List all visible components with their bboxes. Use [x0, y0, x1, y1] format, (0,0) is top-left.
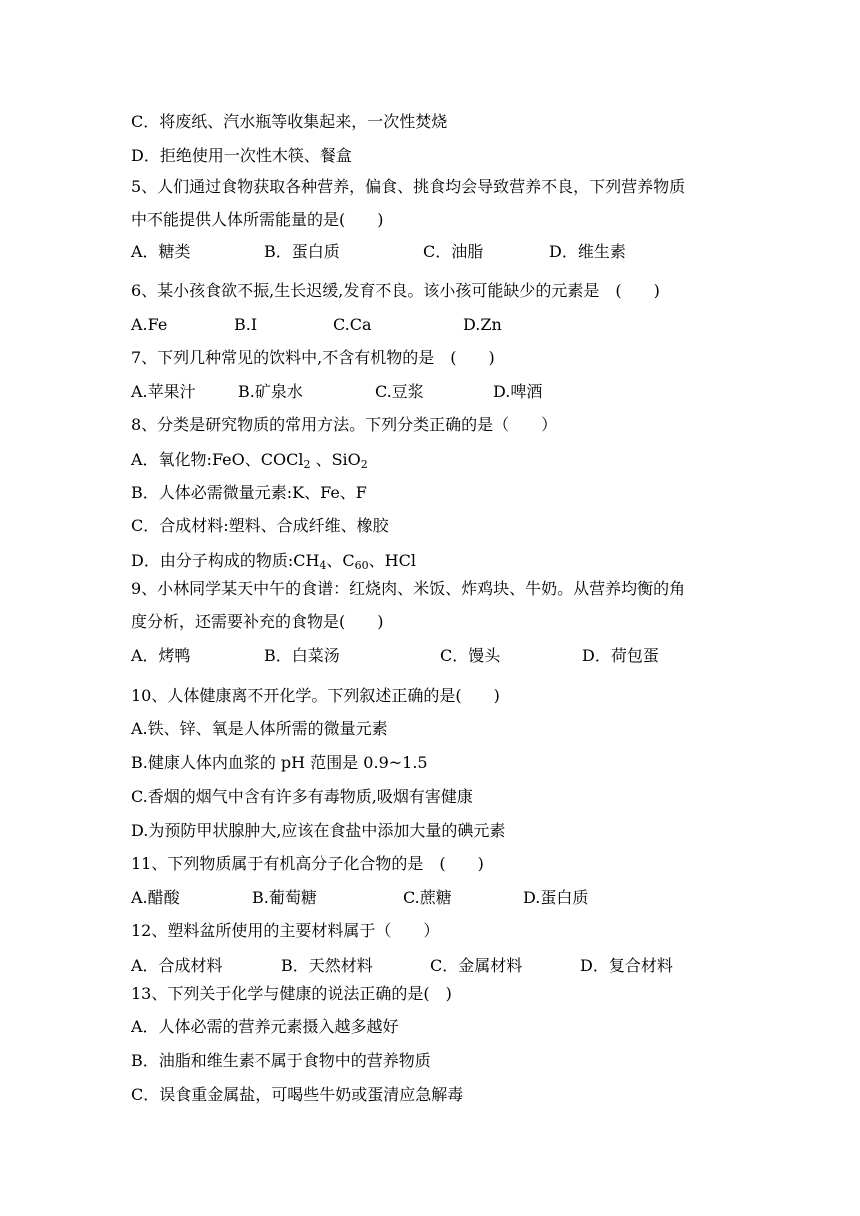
question-5-line-2: 中不能提供人体所需能量的是( )	[131, 210, 384, 229]
q12-option-b: B．天然材料	[281, 956, 373, 975]
q7-option-d: D.啤酒	[493, 382, 543, 401]
q13-option-a: A．人体必需的营养元素摄入越多越好	[131, 1017, 399, 1036]
q9-option-c: C．馒头	[440, 646, 501, 665]
q6-option-d: D.Zn	[463, 315, 502, 334]
q12-option-a: A．合成材料	[131, 956, 223, 975]
q5-option-c: C．油脂	[423, 242, 484, 261]
q8-d-text-3: 、HCl	[368, 551, 416, 570]
option-d-refuse: D．拒绝使用一次性木筷、餐盒	[131, 146, 352, 165]
q9-option-b: B．白菜汤	[264, 646, 340, 665]
q13-option-b: B．油脂和维生素不属于食物中的营养物质	[131, 1051, 431, 1070]
q5-option-a: A．糖类	[131, 242, 191, 261]
q8-option-c: C．合成材料:塑料、合成纤维、橡胶	[131, 516, 389, 535]
q8-d-subscript-2: 60	[354, 559, 369, 572]
q8-d-text-2: 、C	[326, 551, 355, 570]
q7-option-a: A.苹果汁	[131, 382, 196, 401]
q7-option-b: B.矿泉水	[238, 382, 303, 401]
q10-option-b: B.健康人体内血浆的 pH 范围是 0.9~1.5	[131, 753, 428, 772]
q13-option-c: C．误食重金属盐，可喝些牛奶或蛋清应急解毒	[131, 1085, 464, 1104]
q6-option-a: A.Fe	[131, 315, 168, 334]
q8-option-b: B．人体必需微量元素:K、Fe、F	[131, 483, 367, 502]
q9-option-d: D．荷包蛋	[582, 646, 659, 665]
q10-option-c: C.香烟的烟气中含有许多有毒物质,吸烟有害健康	[131, 787, 473, 806]
question-6: 6、某小孩食欲不振,生长迟缓,发育不良。该小孩可能缺少的元素是 ( )	[131, 281, 660, 300]
q10-option-a: A.铁、锌、氧是人体所需的微量元素	[131, 719, 388, 738]
q9-option-a: A．烤鸭	[131, 646, 191, 665]
question-12: 12、塑料盆所使用的主要材料属于（ ）	[131, 921, 440, 940]
q11-option-a: A.醋酸	[131, 888, 180, 907]
q12-option-c: C．金属材料	[430, 956, 523, 975]
question-9-line-2: 度分析，还需要补充的食物是( )	[131, 612, 384, 631]
q6-option-b: B.I	[234, 315, 258, 334]
q11-option-c: C.蔗糖	[403, 888, 452, 907]
q8-option-a	[131, 449, 368, 471]
q11-option-b: B.葡萄糖	[252, 888, 317, 907]
option-c-burn: C．将废纸、汽水瓶等收集起来，一次性焚烧	[131, 112, 448, 131]
question-13: 13、下列关于化学与健康的说法正确的是( )	[131, 984, 452, 1003]
question-5-line-1: 5、人们通过食物获取各种营养，偏食、挑食均会导致营养不良，下列营养物质	[131, 177, 686, 196]
q5-option-d: D．维生素	[549, 242, 626, 261]
question-9-line-1: 9、小林同学某天中午的食谱：红烧肉、米饭、炸鸡块、牛奶。从营养均衡的角	[131, 579, 686, 598]
q8-d-text: D．由分子构成的物质:CH	[131, 551, 320, 570]
question-11: 11、下列物质属于有机高分子化合物的是 ( )	[131, 854, 484, 873]
q6-option-c: C.Ca	[333, 315, 372, 334]
q10-option-d: D.为预防甲状腺肿大,应该在食盐中添加大量的碘元素	[131, 821, 506, 840]
q8-a-text: A．氧化物:FeO、COCl	[131, 450, 304, 469]
q7-option-c: C.豆浆	[375, 382, 424, 401]
question-8: 8、分类是研究物质的常用方法。下列分类正确的是（ ）	[131, 415, 558, 434]
q11-option-d: D.蛋白质	[523, 888, 589, 907]
q8-d-subscript-1: 4	[319, 559, 327, 572]
q8-a-text-2: 、SiO	[310, 450, 361, 469]
q8-a-subscript-2: 2	[360, 458, 368, 471]
q8-a-subscript-1: 2	[303, 458, 311, 471]
question-10: 10、人体健康离不开化学。下列叙述正确的是( )	[131, 686, 500, 705]
q8-option-d	[131, 550, 416, 572]
q12-option-d: D．复合材料	[580, 956, 673, 975]
q5-option-b: B．蛋白质	[264, 242, 340, 261]
question-7: 7、下列几种常见的饮料中,不含有机物的是 ( )	[131, 348, 495, 367]
